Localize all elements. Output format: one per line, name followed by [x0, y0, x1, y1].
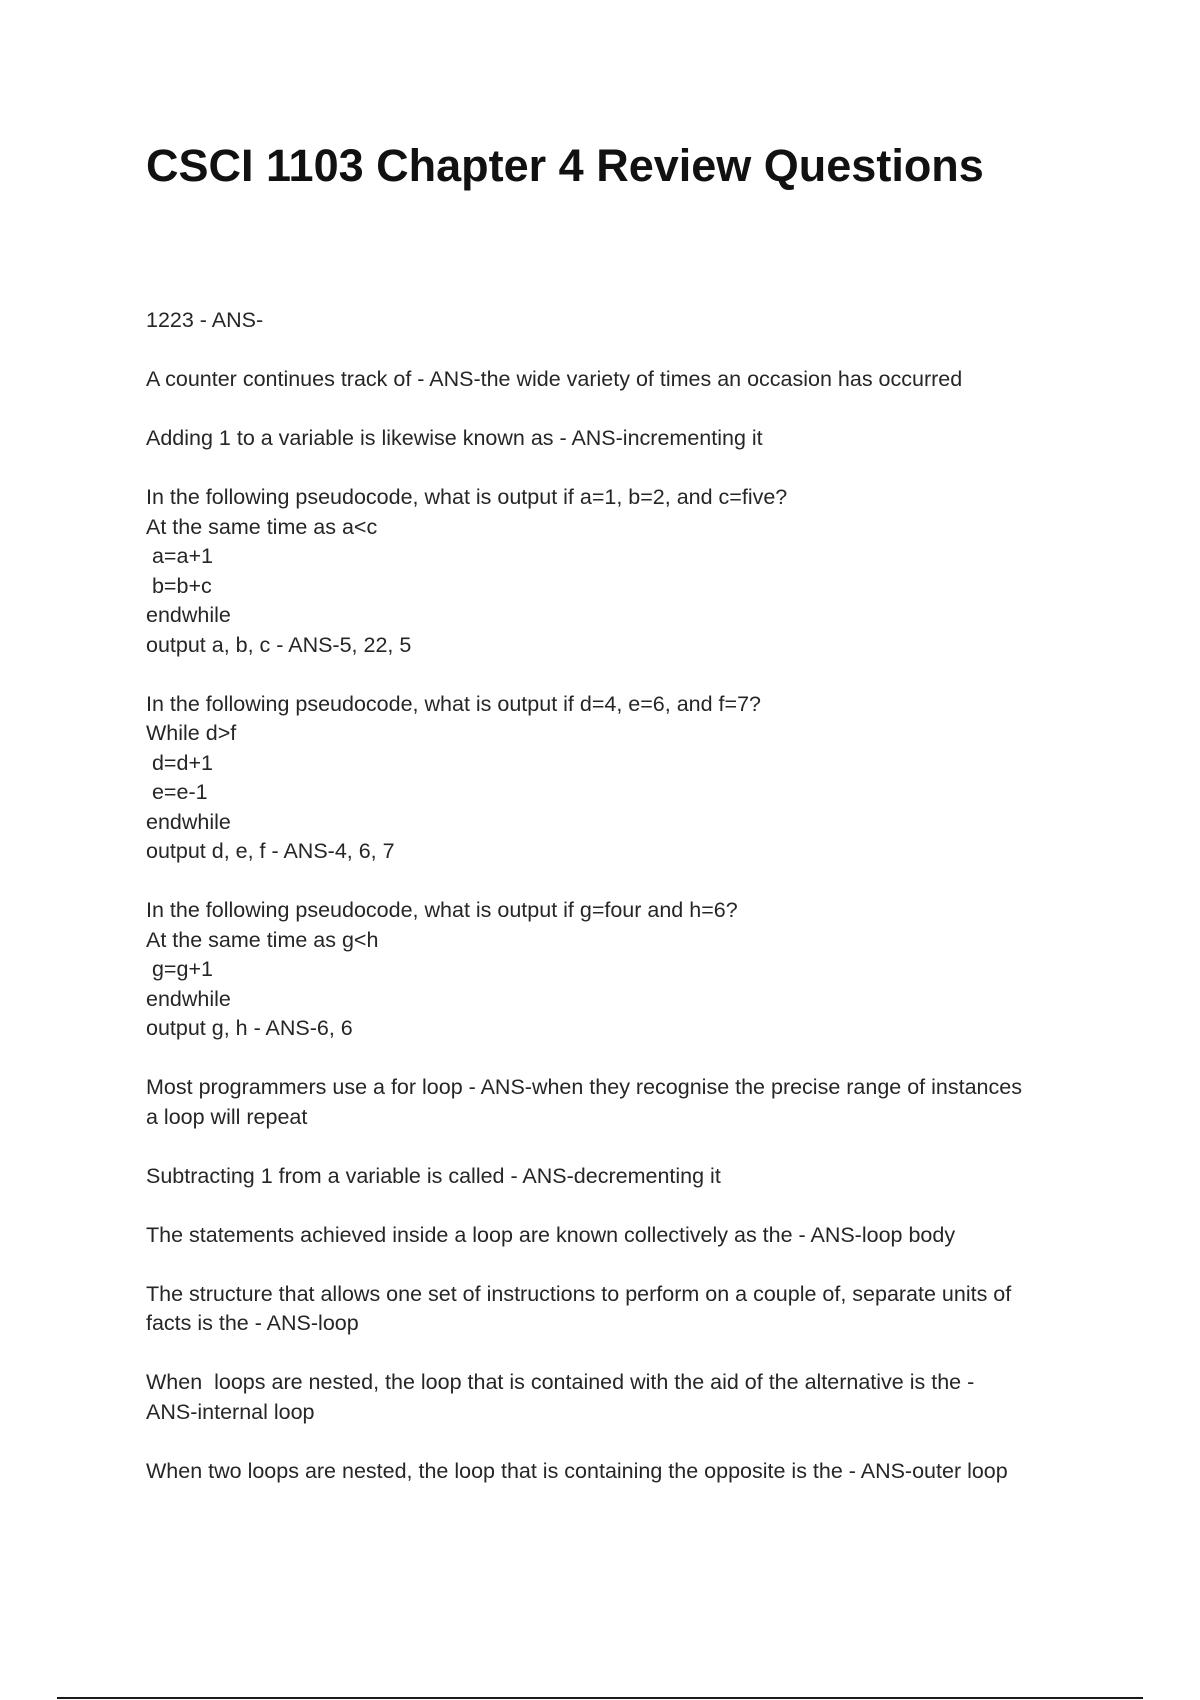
qa-line: ANS-internal loop [146, 1399, 315, 1424]
qa-line: Most programmers use a for loop - ANS-when they recognise the precise range of instances [146, 1075, 1022, 1099]
qa-line: A counter continues track of - ANS-the wide variety of times an occasion has occurred [146, 367, 963, 391]
page-title: CSCI 1103 Chapter 4 Review Questions [146, 140, 984, 191]
qa-item [146, 365, 1076, 395]
qa-item [146, 1073, 1076, 1132]
qa-line: a loop will repeat [146, 1104, 308, 1129]
qa-item [146, 306, 1076, 336]
qa-item [146, 1221, 1076, 1251]
qa-item [146, 1162, 1076, 1192]
pseudocode-line: endwhile [146, 986, 231, 1011]
qa-item [146, 896, 1076, 1044]
qa-item [146, 1457, 1076, 1487]
qa-line: output g, h - ANS-6, 6 [146, 1016, 353, 1040]
pseudocode-line: endwhile [146, 603, 231, 627]
qa-line: The structure that allows one set of instructions to perform on a couple of, separate units of [146, 1281, 1012, 1306]
qa-item [146, 1368, 1076, 1427]
qa-line: 1223 - ANS- [146, 308, 264, 332]
qa-list [146, 306, 1076, 1516]
pseudocode-line: a=a+1 [146, 544, 213, 568]
qa-item [146, 424, 1076, 454]
qa-item [146, 483, 1076, 660]
pseudocode-line: At the same time as g<h [146, 927, 379, 952]
pseudocode-line: d=d+1 [146, 750, 213, 775]
pseudocode-line: endwhile [146, 809, 231, 834]
qa-line: In the following pseudocode, what is output if d=4, e=6, and f=7? [146, 691, 761, 716]
pseudocode-line: While d>f [146, 721, 237, 745]
qa-line: In the following pseudocode, what is output if g=four and h=6? [146, 898, 738, 922]
qa-line: Adding 1 to a variable is likewise known as - ANS-incrementing it [146, 426, 763, 450]
qa-line: output a, b, c - ANS-5, 22, 5 [146, 632, 412, 657]
qa-line: When loops are nested, the loop that is contained with the aid of the alternative is the - [146, 1370, 975, 1394]
qa-line: The statements achieved inside a loop are known collectively as the - ANS-loop body [146, 1222, 956, 1247]
pseudocode-line: e=e-1 [146, 780, 208, 804]
qa-line: Subtracting 1 from a variable is called - ANS-decrementing it [146, 1163, 721, 1188]
qa-item [146, 690, 1076, 867]
qa-line: When two loops are nested, the loop that is containing the opposite is the - ANS-outer loop [146, 1458, 1008, 1483]
qa-line: output d, e, f - ANS-4, 6, 7 [146, 839, 395, 863]
qa-line: facts is the - ANS-loop [146, 1311, 359, 1335]
qa-line: In the following pseudocode, what is output if a=1, b=2, and c=five? [146, 485, 788, 509]
pseudocode-line: b=b+c [146, 573, 212, 598]
qa-item [146, 1280, 1076, 1339]
pseudocode-line: At the same time as a<c [146, 514, 378, 539]
pseudocode-line: g=g+1 [146, 957, 213, 981]
footer-divider [57, 1697, 1143, 1699]
